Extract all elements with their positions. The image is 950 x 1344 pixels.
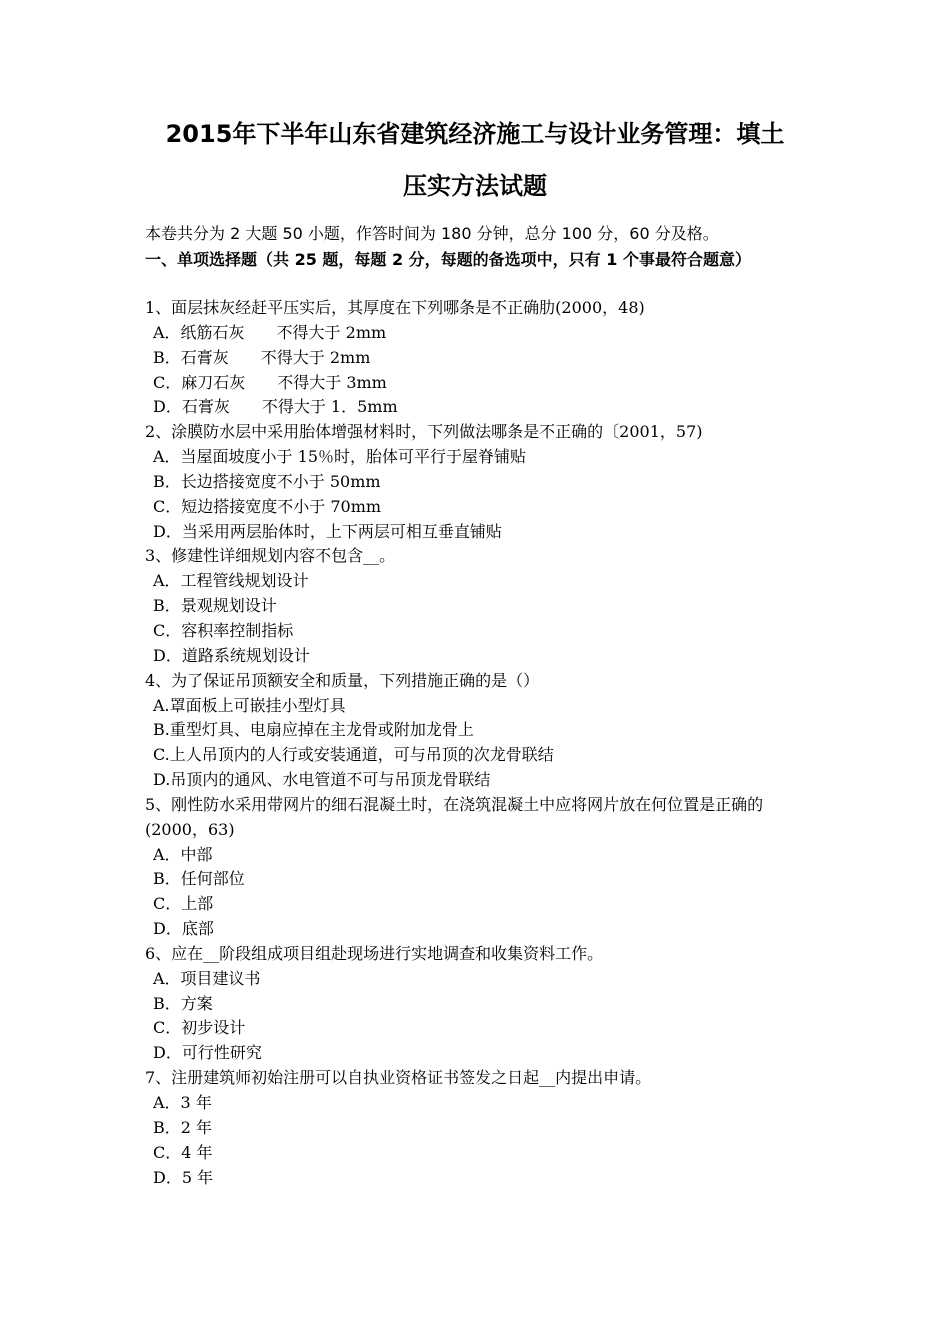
- option-c: C．短边搭接宽度不小于 70mm: [153, 496, 382, 516]
- question-stem: 4、为了保证吊顶额安全和质量，下列措施正确的是（）: [145, 670, 540, 690]
- question-list: [145, 296, 815, 1190]
- document-title-line-2: 压实方法试题: [403, 172, 547, 200]
- question-stem: 1、面层抹灰经赶平压实后，其厚度在下列哪条是不正确肋(2000，48): [145, 298, 645, 317]
- option-b: B．景观规划设计: [153, 596, 277, 616]
- question-stem: 5、刚性防水采用带网片的细石混凝土时，在浇筑混凝土中应将网片放在何位置是正确的(2000，63): [145, 794, 764, 839]
- option-c: C．容积率控制指标: [153, 620, 294, 640]
- option-b: B．方案: [153, 993, 213, 1013]
- option-a: A.罩面板上可嵌挂小型灯具: [153, 695, 346, 715]
- option-d: D．可行性研究: [153, 1043, 262, 1063]
- question: [145, 420, 815, 544]
- question: [145, 669, 815, 793]
- option-d: D．底部: [153, 919, 214, 939]
- section-heading: 一、单项选择题（共 25 题，每题 2 分，每题的备选项中，只有 1 个事最符合题意）: [145, 250, 751, 269]
- option-a: A．工程管线规划设计: [153, 571, 309, 591]
- option-c: C．4 年: [153, 1142, 213, 1162]
- option-b: B.重型灯具、电扇应掉在主龙骨或附加龙骨上: [153, 720, 474, 740]
- option-a: A．3 年: [153, 1093, 212, 1112]
- option-d: D.吊顶内的通风、水电管道不可与吊顶龙骨联结: [153, 770, 491, 790]
- option-b: B．任何部位: [153, 869, 245, 889]
- option-b: B．2 年: [153, 1117, 213, 1137]
- exam-intro: 本卷共分为 2 大题 50 小题，作答时间为 180 分钟，总分 100 分，60 分及格。: [145, 224, 719, 243]
- option-c: C．上部: [153, 894, 214, 914]
- document-title-line-1: 2015年下半年山东省建筑经济施工与设计业务管理：填土: [165, 120, 785, 148]
- option-d: D．5 年: [153, 1167, 214, 1187]
- option-a: A．中部: [153, 844, 213, 864]
- option-d: D．当采用两层胎体时，上下两层可相互垂直铺贴: [153, 521, 502, 541]
- question: [145, 544, 815, 668]
- question: [145, 793, 815, 942]
- option-b: B．石膏灰 不得大于 2mm: [153, 347, 371, 367]
- question-stem: 3、修建性详细规划内容不包含__。: [145, 546, 396, 566]
- question: [145, 942, 815, 1066]
- option-c: C.上人吊顶内的人行或安装通道，可与吊顶的次龙骨联结: [153, 745, 554, 765]
- option-d: D．道路系统规划设计: [153, 645, 310, 665]
- option-d: D．石膏灰 不得大于 1．5mm: [153, 397, 398, 417]
- option-b: B．长边搭接宽度不小于 50mm: [153, 471, 381, 491]
- question-stem: 6、应在__阶段组成项目组赴现场进行实地调查和收集资料工作。: [145, 943, 604, 963]
- option-c: C．麻刀石灰 不得大于 3mm: [153, 372, 387, 392]
- option-a: A．纸筋石灰 不得大于 2mm: [153, 322, 387, 342]
- question: [145, 1066, 815, 1190]
- question-stem: 2、涂膜防水层中采用胎体增强材料时，下列做法哪条是不正确的〔2001，57): [145, 422, 703, 442]
- question-stem: 7、注册建筑师初始注册可以自执业资格证书签发之日起__内提出申请。: [145, 1068, 652, 1088]
- option-a: A．当屋面坡度小于 15％时，胎体可平行于屋脊铺贴: [153, 447, 527, 467]
- question: [145, 296, 815, 420]
- option-a: A．项目建议书: [153, 968, 261, 988]
- option-c: C．初步设计: [153, 1018, 246, 1038]
